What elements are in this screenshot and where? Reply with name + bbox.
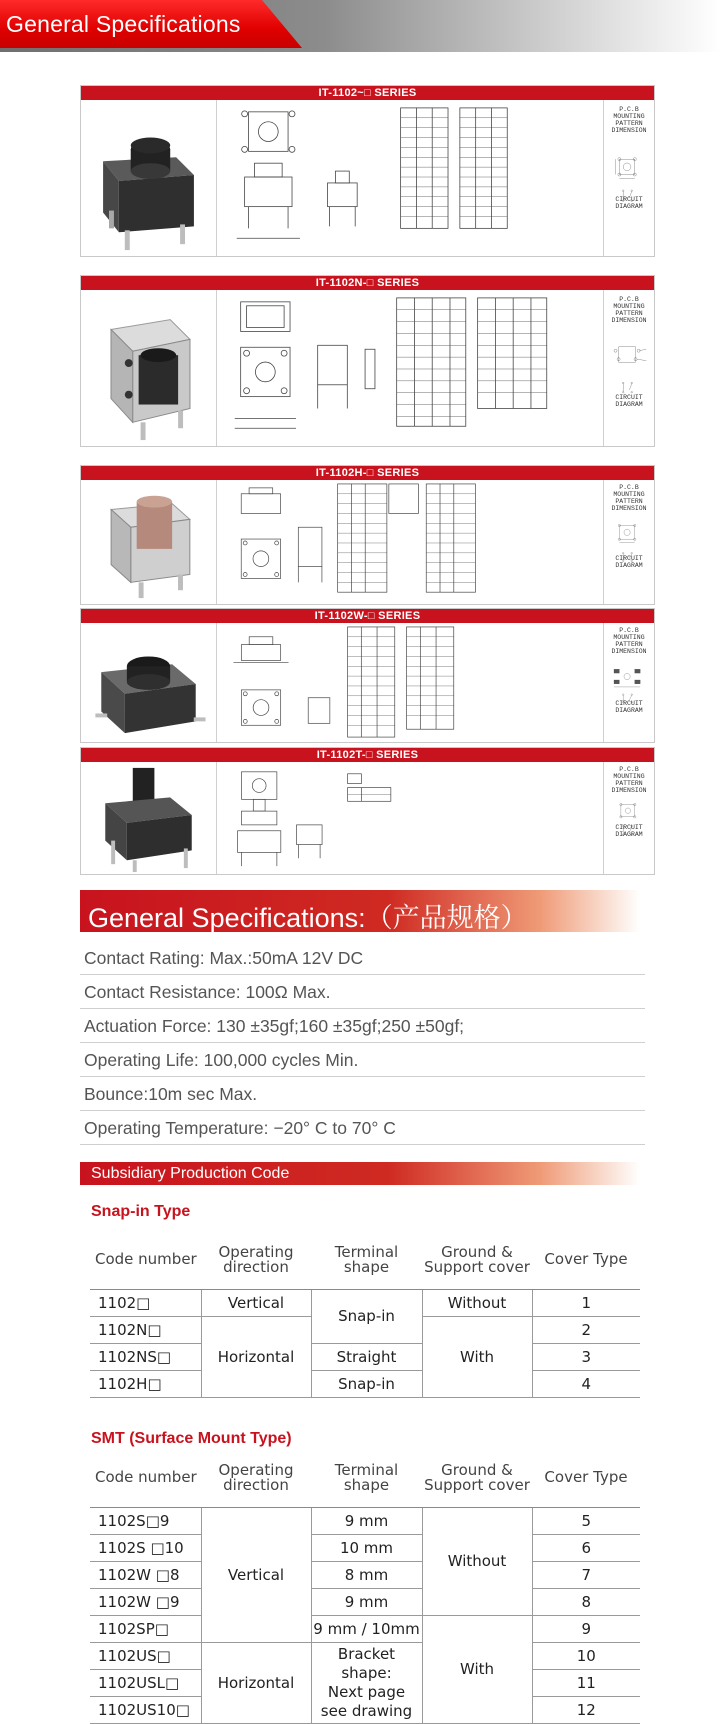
series-title: IT-1102~□ SERIES	[81, 86, 654, 100]
dimension-drawing-icon	[217, 623, 603, 742]
code-cell: 1102W □9	[90, 1588, 201, 1615]
dimension-drawing	[217, 762, 604, 874]
terminal-cell: 9 mm / 10mm	[311, 1615, 422, 1642]
ground-cell: With	[422, 1316, 532, 1397]
specifications-header	[80, 890, 640, 932]
header-ground-support: Ground & Support cover	[422, 1231, 532, 1289]
table-row	[90, 1615, 640, 1642]
cover-cell: 5	[532, 1507, 640, 1534]
pcb-pattern-icon	[604, 480, 654, 604]
pcb-pattern	[604, 290, 654, 446]
specifications-title: General Specifications:（产品规格）	[88, 903, 528, 933]
pcb-pattern-icon	[604, 762, 654, 874]
table-header-row	[90, 1449, 640, 1507]
pcb-label: P.C.B MOUNTING PATTERN DIMENSION	[611, 484, 647, 512]
snap-in-table	[90, 1231, 640, 1398]
cover-cell: 11	[532, 1669, 640, 1696]
circuit-diagram-label: CIRCUIT DIAGRAM	[615, 824, 643, 838]
subsidiary-header	[80, 1162, 640, 1185]
circuit-diagram-label: CIRCUIT DIAGRAM	[615, 700, 643, 714]
tact-switch-photo-icon	[81, 480, 216, 604]
code-cell: 1102N□	[90, 1316, 201, 1343]
spec-bounce: Bounce:10m sec Max.	[80, 1078, 645, 1111]
smt-title: SMT (Surface Mount Type)	[91, 1430, 292, 1447]
terminal-cell: 9 mm	[311, 1588, 422, 1615]
product-photo	[81, 100, 217, 256]
dimension-drawing	[217, 290, 604, 446]
pcb-pattern	[604, 100, 654, 256]
page-title: General Specifications	[6, 11, 241, 37]
terminal-cell: Straight	[311, 1343, 422, 1370]
series-panel-3	[80, 465, 655, 605]
tact-switch-photo-icon	[81, 762, 216, 874]
table-row	[90, 1289, 640, 1316]
table-row	[90, 1642, 640, 1669]
header-terminal-shape: Terminal shape	[311, 1231, 422, 1289]
dimension-drawing-icon	[217, 100, 603, 256]
ground-cell: Without	[422, 1289, 532, 1316]
tact-switch-photo-icon	[81, 623, 216, 742]
cover-cell: 8	[532, 1588, 640, 1615]
table-row	[90, 1507, 640, 1534]
product-photo	[81, 290, 217, 446]
series-title: IT-1102W-□ SERIES	[81, 609, 654, 623]
dimension-drawing	[217, 623, 604, 742]
circuit-diagram-label: CIRCUIT DIAGRAM	[615, 196, 643, 210]
header-code-number: Code number	[90, 1449, 201, 1507]
dimension-drawing	[217, 480, 604, 604]
header-operating-direction: Operating direction	[201, 1231, 311, 1289]
cover-cell: 12	[532, 1696, 640, 1723]
spec-operating-life: Operating Life: 100,000 cycles Min.	[80, 1044, 645, 1077]
subsidiary-title: Subsidiary Production Code	[91, 1165, 290, 1182]
pcb-label: P.C.B MOUNTING PATTERN DIMENSION	[611, 296, 647, 324]
table-row	[90, 1343, 640, 1370]
header-code-number: Code number	[90, 1231, 201, 1289]
header-cover-type: Cover Type	[532, 1449, 640, 1507]
pcb-pattern	[604, 623, 654, 742]
cover-cell: 2	[532, 1316, 640, 1343]
ground-cell: With	[422, 1615, 532, 1723]
table-row	[90, 1588, 640, 1615]
pcb-pattern-icon	[604, 100, 654, 256]
pcb-pattern-icon	[604, 290, 654, 446]
terminal-cell: 8 mm	[311, 1561, 422, 1588]
table-row	[90, 1534, 640, 1561]
product-photo	[81, 762, 217, 874]
cover-cell: 7	[532, 1561, 640, 1588]
ground-cell: Without	[422, 1507, 532, 1615]
spec-contact-resistance: Contact Resistance: 100Ω Max.	[80, 976, 645, 1009]
code-cell: 1102US10□	[90, 1696, 201, 1723]
code-cell: 1102US□	[90, 1642, 201, 1669]
terminal-cell: Snap-in	[311, 1289, 422, 1343]
dimension-drawing-icon	[217, 480, 603, 604]
circuit-diagram-label: CIRCUIT DIAGRAM	[615, 555, 643, 569]
direction-cell: Horizontal	[201, 1642, 311, 1723]
table-row	[90, 1561, 640, 1588]
code-cell: 1102SP□	[90, 1615, 201, 1642]
series-panel-5	[80, 747, 655, 875]
spec-contact-rating: Contact Rating: Max.:50mA 12V DC	[80, 942, 645, 975]
terminal-cell: Snap-in	[311, 1370, 422, 1397]
series-title: IT-1102T-□ SERIES	[81, 748, 654, 762]
table-header-row	[90, 1231, 640, 1289]
code-cell: 1102S□9	[90, 1507, 201, 1534]
header-terminal-shape: Terminal shape	[311, 1449, 422, 1507]
pcb-label: P.C.B MOUNTING PATTERN DIMENSION	[611, 627, 647, 655]
cover-cell: 10	[532, 1642, 640, 1669]
header-ground-support: Ground & Support cover	[422, 1449, 532, 1507]
series-panel-4	[80, 608, 655, 743]
series-title: IT-1102N-□ SERIES	[81, 276, 654, 290]
code-cell: 1102USL□	[90, 1669, 201, 1696]
circuit-diagram-label: CIRCUIT DIAGRAM	[615, 394, 643, 408]
table-row	[90, 1370, 640, 1397]
terminal-cell: 10 mm	[311, 1534, 422, 1561]
pcb-pattern	[604, 762, 654, 874]
code-cell: 1102NS□	[90, 1343, 201, 1370]
header-operating-direction: Operating direction	[201, 1449, 311, 1507]
header-cover-type: Cover Type	[532, 1231, 640, 1289]
pcb-pattern	[604, 480, 654, 604]
series-panel-2	[80, 275, 655, 447]
tact-switch-photo-icon	[81, 290, 216, 446]
spec-actuation-force: Actuation Force: 130 ±35gf;160 ±35gf;250 ±50gf;	[80, 1010, 645, 1043]
product-photo	[81, 480, 217, 604]
product-photo	[81, 623, 217, 742]
dimension-drawing-icon	[217, 762, 603, 874]
pcb-label: P.C.B MOUNTING PATTERN DIMENSION	[611, 766, 647, 794]
code-cell: 1102S □10	[90, 1534, 201, 1561]
series-panel-1	[80, 85, 655, 257]
pcb-label: P.C.B MOUNTING PATTERN DIMENSION	[611, 106, 647, 134]
direction-cell: Vertical	[201, 1289, 311, 1316]
code-cell: 1102W □8	[90, 1561, 201, 1588]
cover-cell: 1	[532, 1289, 640, 1316]
cover-cell: 3	[532, 1343, 640, 1370]
cover-cell: 6	[532, 1534, 640, 1561]
code-cell: 1102H□	[90, 1370, 201, 1397]
dimension-drawing-icon	[217, 290, 603, 446]
code-cell: 1102□	[90, 1289, 201, 1316]
pcb-pattern-icon	[604, 623, 654, 742]
terminal-cell: 9 mm	[311, 1507, 422, 1534]
smt-table	[90, 1449, 640, 1724]
series-title: IT-1102H-□ SERIES	[81, 466, 654, 480]
direction-cell: Vertical	[201, 1507, 311, 1642]
cover-cell: 4	[532, 1370, 640, 1397]
direction-cell: Horizontal	[201, 1316, 311, 1397]
snap-in-title: Snap-in Type	[91, 1203, 191, 1220]
tact-switch-photo-icon	[81, 100, 216, 256]
cover-cell: 9	[532, 1615, 640, 1642]
terminal-cell: Bracket shape: Next page see drawing	[311, 1642, 422, 1723]
spec-operating-temperature: Operating Temperature: −20° C to 70° C	[80, 1112, 645, 1145]
dimension-drawing	[217, 100, 604, 256]
